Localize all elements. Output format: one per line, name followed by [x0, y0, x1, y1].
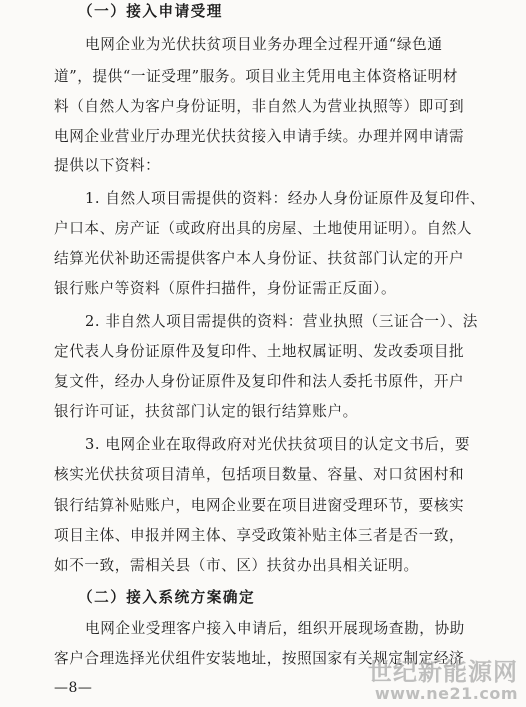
watermark-url: www.ne21.com	[374, 684, 518, 703]
paragraph-line: 电网企业营业厅办理光伏扶贫接入申请手续。办理并网申请需	[54, 128, 465, 145]
watermark-logo	[368, 660, 518, 702]
paragraph-line: 定代表人身份证原件及复印件、土地权属证明、发改委项目批	[54, 343, 465, 360]
paragraph-line: 2. 非自然人项目需提供的资料：营业执照（三证合一）、法	[85, 313, 478, 330]
paragraph-line: 提供以下资料：	[54, 157, 161, 174]
paragraph-line: 结算光伏补助还需提供客户本人身份证、扶贫部门认定的开户	[54, 250, 465, 267]
section-heading-2: （二）接入系统方案确定	[78, 589, 256, 606]
paragraph-line: 复文件，经办人身份证原件及复印件和法人委托书原件，开户	[54, 373, 465, 390]
paragraph-line: 户口本、房产证（或政府出具的房屋、土地使用证明）。自然人	[54, 220, 473, 237]
paragraph-line: 1. 自然人项目需提供的资料：经办人身份证原件及复印件、	[85, 190, 486, 207]
page-number: —8—	[54, 680, 93, 696]
section-heading-1: （一）接入申请受理	[78, 3, 223, 20]
watermark-site-name: 世纪新能源网	[368, 658, 518, 686]
paragraph-line: 电网企业受理客户接入申请后，组织开展现场查勘，协助	[85, 620, 465, 637]
paragraph-line: 核实光伏扶贫项目清单，包括项目数量、容量、对口贫困村和	[54, 466, 465, 483]
paragraph-line: 3. 电网企业在取得政府对光伏扶贫项目的认定文书后，要	[85, 436, 471, 453]
paragraph-line: 客户合理选择光伏组件安装地址，按照国家有关规定制定经济	[54, 650, 465, 667]
paragraph-line: 银行结算补贴账户，电网企业要在项目进窗受理环节，要核实	[54, 497, 465, 514]
paragraph-line: 料（自然人为客户身份证明，非自然人为营业执照等）即可到	[54, 98, 465, 115]
paragraph-line: 道”，提供“一证受理”服务。项目业主凭用电主体资格证明材	[54, 68, 459, 85]
paragraph-line: 电网企业为光伏扶贫项目业务办理全过程开通“绿色通	[85, 36, 443, 53]
paragraph-line: 如不一致，需相关县（市、区）扶贫办出具相关证明。	[54, 557, 419, 574]
paragraph-line: 银行账户等资料（原件扫描件，身份证需正反面）。	[54, 280, 397, 297]
paragraph-line: 项目主体、申报并网主体、享受政策补贴主体三者是否一致，	[54, 527, 465, 544]
paragraph-line: 银行许可证，扶贫部门认定的银行结算账户。	[54, 403, 358, 420]
